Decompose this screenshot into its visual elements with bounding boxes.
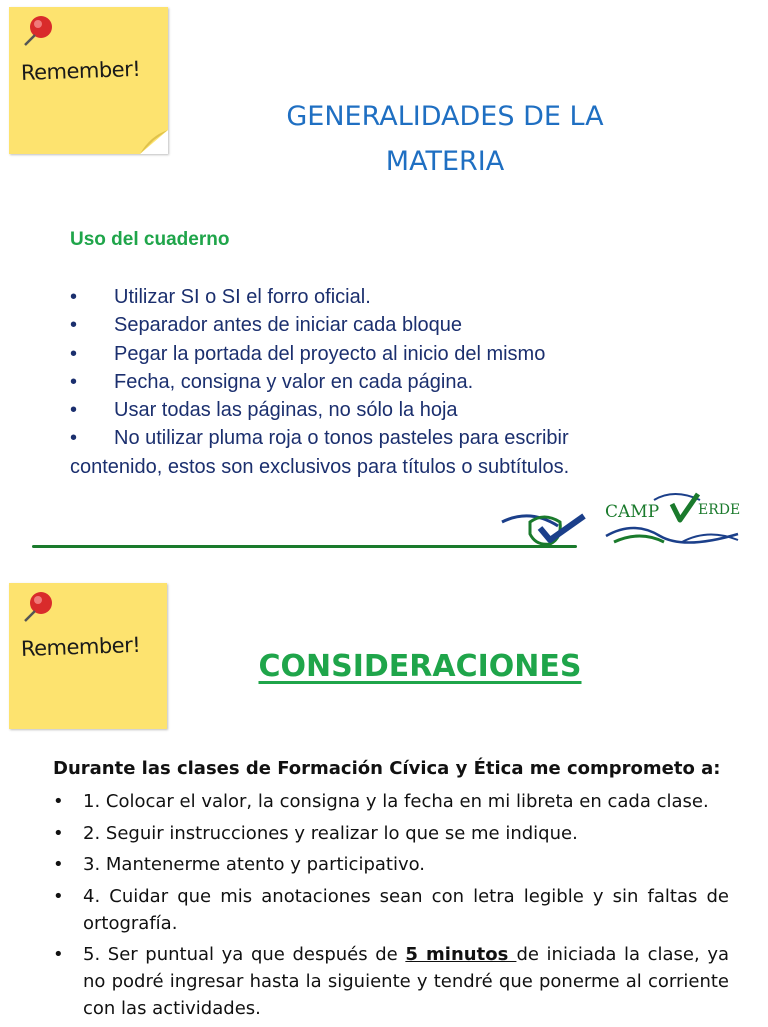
list-item <box>53 820 729 847</box>
page-title: CONSIDERACIONES <box>258 649 582 684</box>
bullet: • <box>53 791 64 812</box>
list-item <box>53 788 729 815</box>
title-line-2: MATERIA <box>385 146 505 177</box>
list-item-text: Pegar la portada del proyecto al inicio del mismo <box>114 342 546 365</box>
logo-text-right: ERDE <box>698 502 741 518</box>
list-item <box>70 396 690 424</box>
bullet: • <box>70 427 78 450</box>
bullet: • <box>70 370 78 393</box>
list-item <box>53 883 729 937</box>
list-item-continuation: contenido, estos son exclusivos para títulos o subtítulos. <box>70 455 570 478</box>
bullet: • <box>53 885 64 907</box>
title-line-1: GENERALIDADES DE LA <box>286 101 604 132</box>
list-item <box>70 283 690 311</box>
list-item-text: Separador antes de iniciar cada bloque <box>114 314 463 337</box>
item5-text-after: de iniciada la clase, ya no podré ingresar hasta la siguiente y tendré que ponerme al corriente con las actividades. <box>83 944 729 1019</box>
section-heading: Uso del cuaderno <box>70 229 230 250</box>
push-pin-icon <box>19 589 59 629</box>
logo-text-left: CAMP <box>605 502 660 522</box>
push-pin-icon <box>19 13 59 53</box>
bullet: • <box>70 399 78 422</box>
sticky-note <box>9 7 168 154</box>
intro-text: Durante las clases de Formación Cívica y Ética me comprometo a: <box>53 758 721 779</box>
bullet: • <box>53 854 64 875</box>
page-curl-icon <box>140 130 168 154</box>
list-item-text: 1. Colocar el valor, la consigna y la fecha en mi libreta en cada clase. <box>83 791 709 812</box>
list-item <box>53 851 729 878</box>
bullet: • <box>53 944 64 965</box>
list-item-text: 4. Cuidar que mis anotaciones sean con letra legible y sin faltas de ortografía. <box>83 885 729 934</box>
bullet: • <box>70 342 78 365</box>
bullet: • <box>53 822 64 844</box>
campverde-logo <box>604 490 744 552</box>
note-text: Remember! <box>20 632 141 661</box>
list-item-text: 3. Mantenerme atento y participativo. <box>83 854 426 875</box>
list-item-text: Usar todas las páginas, no sólo la hoja <box>114 399 458 422</box>
list-item-text: 2. Seguir instrucciones y realizar lo que se me indique. <box>83 822 578 844</box>
list-item-text: No utilizar pluma roja o tonos pasteles para escribir <box>114 427 569 450</box>
list-item <box>70 424 690 452</box>
note-text: Remember! <box>20 56 141 85</box>
page-title <box>240 94 650 184</box>
sticky-note <box>9 583 167 729</box>
commitments-list <box>53 788 729 1027</box>
item5-emphasis: 5 minutos <box>405 944 517 965</box>
list-item-text: Fecha, consigna y valor en cada página. <box>114 370 474 393</box>
list-item <box>70 340 690 368</box>
bullet: • <box>70 314 78 337</box>
list-item <box>70 311 690 339</box>
item5-text-before: 5. Ser puntual ya que después de <box>83 944 406 965</box>
list-item-text <box>83 941 729 1022</box>
notebook-rules-list <box>70 283 690 481</box>
list-item <box>70 368 690 396</box>
list-item-text: Utilizar SI o SI el forro oficial. <box>114 286 371 308</box>
divider-line <box>32 545 577 548</box>
bullet: • <box>70 286 78 308</box>
check-swoosh-icon <box>500 508 590 550</box>
list-item <box>53 941 729 1022</box>
